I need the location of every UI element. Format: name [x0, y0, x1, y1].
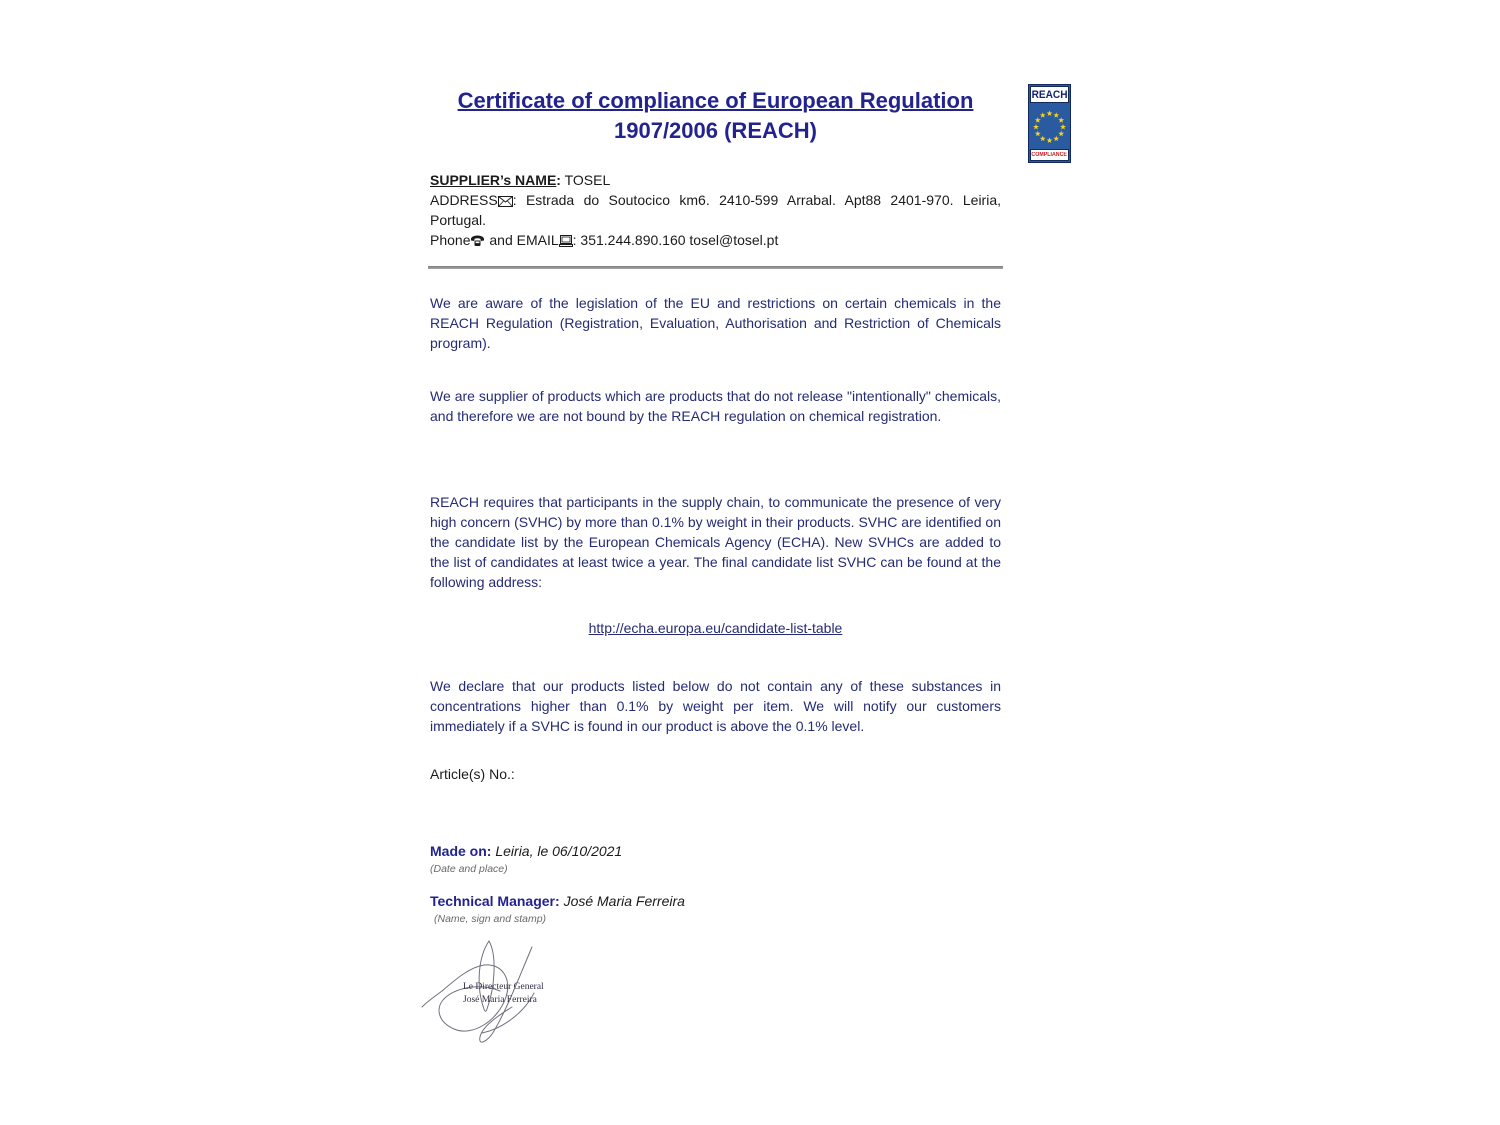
supplier-name-line: [430, 170, 1001, 190]
supplier-name-label: SUPPLIER’s NAME: [430, 172, 557, 188]
made-on-label: Made on:: [430, 843, 492, 859]
paragraph-reach-requirements: REACH requires that participants in the supply chain, to communicate the presence of very high concern (SVHC) by more than 0.1% by weight in their products. SVHC are identified on the candidate list by the European Chemicals Agency (ECHA). New SVHCs are added to the list of candidates at least twice a year. The final candidate list SVHC can be found at the following address:: [430, 494, 1001, 590]
supplier-contact-line: [430, 230, 1001, 250]
made-on-value: Leiria, le 06/10/2021: [495, 843, 623, 859]
paragraph-declaration: We declare that our products listed below do not contain any of these substances in concentrations higher than 0.1% by weight per item. We will notify our customers immediately if a SVHC is found in our product is above the 0.1% level.: [430, 678, 1001, 734]
reach-compliance-logo: [1028, 84, 1071, 163]
address-value: : Estrada do Soutocico km6. 2410-599 Arrabal. Apt88 2401-970. Leiria, Portugal.: [430, 192, 1001, 228]
supplier-address-line: [430, 190, 1001, 230]
articles-number-label: Article(s) No.:: [430, 766, 515, 782]
certificate-title-line2: 1907/2006 (REACH): [614, 118, 817, 143]
technical-manager-label: Technical Manager:: [430, 893, 560, 909]
phone-icon: [470, 235, 485, 247]
candidate-list-link[interactable]: http://echa.europa.eu/candidate-list-table: [588, 620, 843, 636]
address-label: ADDRESS: [430, 192, 498, 208]
reach-logo-text: REACH: [1031, 88, 1068, 101]
contact-value: : 351.244.890.160 tosel@tosel.pt: [572, 232, 779, 248]
technical-manager-value: José Maria Ferreira: [563, 893, 685, 909]
technical-manager-line: [430, 893, 685, 909]
supplier-name-colon: :: [556, 172, 561, 188]
envelope-icon: [498, 196, 513, 207]
certificate-title-line1: Certificate of compliance of European Regulation: [457, 88, 974, 113]
paragraph-awareness: We are aware of the legislation of the EU and restrictions on certain chemicals in the REACH Regulation (Registration, Evaluation, Authorisation and Restriction of Chemicals program).: [430, 295, 1001, 351]
paragraph-supplier-statement: We are supplier of products which are products that do not release "intentionally" chemicals, and therefore we are not bound by the REACH regulation on chemical registration.: [430, 388, 1001, 424]
phone-label: Phone: [430, 232, 471, 248]
signature-text-line2: José Maria Ferreira: [463, 995, 537, 1005]
signature-text-line1: Le Directeur General: [463, 982, 544, 992]
made-on-line: [430, 843, 622, 859]
candidate-list-link-line: [430, 620, 1001, 638]
certificate-title: [430, 86, 1001, 146]
computer-email-icon: [559, 235, 573, 247]
supplier-name-value: TOSEL: [564, 172, 611, 188]
date-place-caption: (Date and place): [430, 863, 508, 875]
horizontal-divider: [428, 266, 1003, 269]
eu-stars-icon: [1029, 103, 1070, 150]
supplier-block: [430, 170, 1001, 250]
reach-logo-header: [1030, 86, 1069, 103]
signature-scribble: [418, 935, 678, 1080]
compliance-logo-text: COMPLIANCE: [1031, 152, 1068, 158]
and-email-label: and EMAIL: [489, 232, 559, 248]
name-sign-stamp-caption: (Name, sign and stamp): [434, 913, 547, 925]
reach-logo-footer: [1030, 149, 1069, 161]
